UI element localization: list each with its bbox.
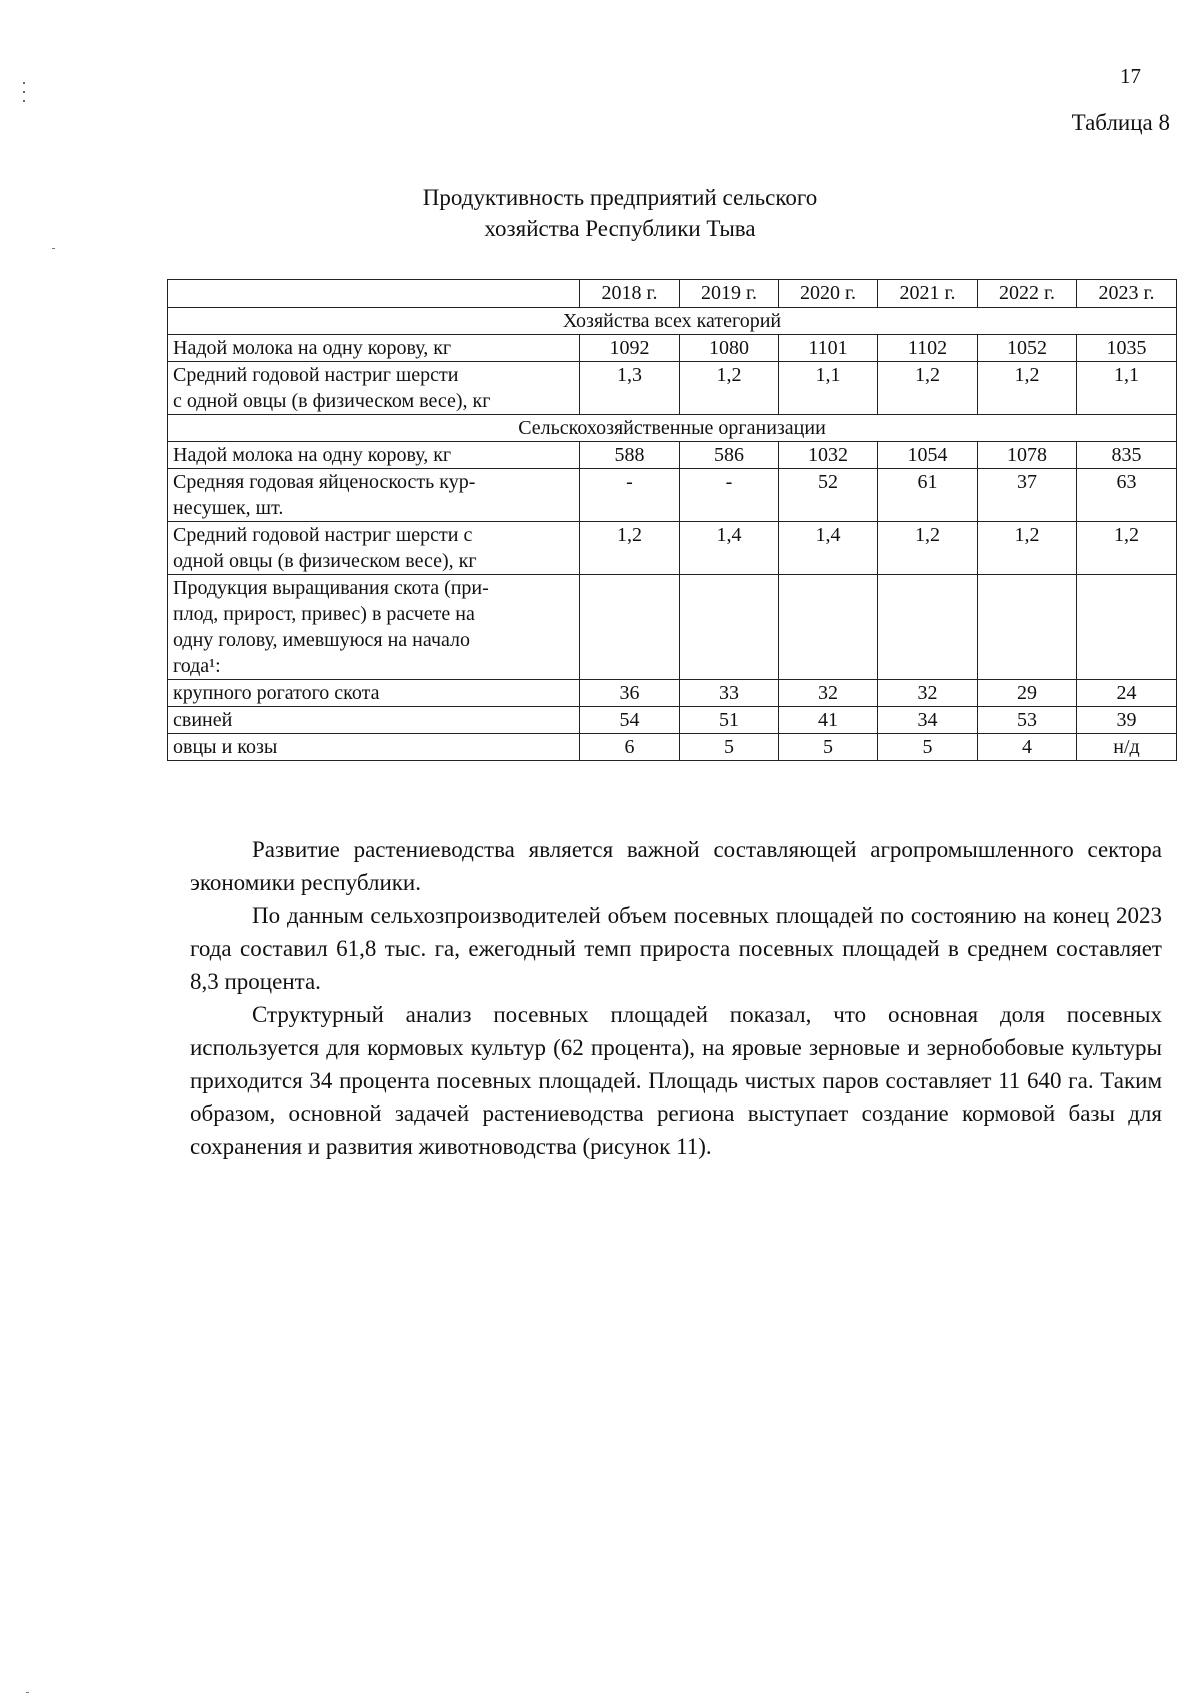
- value-cell: 1,2: [680, 362, 779, 415]
- value-cell: 5: [878, 734, 978, 761]
- value-cell: 1080: [680, 335, 779, 362]
- row-label-line: Средний годовой настриг шерсти с: [173, 524, 473, 546]
- year-header-cell: 2023 г.: [1077, 280, 1177, 308]
- table-row: [168, 680, 1177, 707]
- year-header-cell: 2019 г.: [680, 280, 779, 308]
- year-header-cell: 2020 г.: [779, 280, 878, 308]
- value-cell: 1,2: [1077, 522, 1177, 575]
- row-label-line: одной овцы (в физическом весе), кг: [173, 550, 477, 572]
- value-cell: 52: [779, 469, 878, 522]
- table-section-row: [168, 308, 1177, 335]
- table-row: [168, 469, 1177, 522]
- margin-scan-dot: [26, 1692, 29, 1693]
- value-cell: 1032: [779, 442, 878, 469]
- row-label-line: с одной овцы (в физическом весе), кг: [173, 390, 491, 412]
- header-blank-cell: [168, 280, 580, 308]
- value-cell: 1,2: [978, 362, 1077, 415]
- paragraph: По данным сельхозпроизводителей объем посевных площадей по состоянию на конец 2023 года составил 61,8 тыс. га, ежегодный темп прироста посевных площадей в среднем составляет 8,3 процента.: [190, 903, 1162, 994]
- productivity-table: [167, 279, 1177, 761]
- value-cell: 1,4: [779, 522, 878, 575]
- value-cell: 4: [978, 734, 1077, 761]
- row-label-line: Надой молока на одну корову, кг: [173, 444, 452, 466]
- paragraph: Структурный анализ посевных площадей показал, что основная доля посевных используется для кормовых культур (62 процента), на яровые зерновые и зернобобовые культуры приходится 34 процента посевных площадей. Площадь чистых паров составляет 11 640 га. Таким образом, основной задачей растениеводства региона выступает создание кормовой базы для сохранения и развития животноводства (рисунок 11).: [190, 1002, 1162, 1159]
- value-cell: 1052: [978, 335, 1077, 362]
- value-cell: 6: [580, 734, 680, 761]
- value-cell: 1078: [978, 442, 1077, 469]
- value-cell: 586: [680, 442, 779, 469]
- value-cell: [680, 575, 779, 680]
- row-label-line: Средняя годовая яйценоскость кур-: [173, 471, 476, 493]
- year-header-cell: 2021 г.: [878, 280, 978, 308]
- table-row: [168, 442, 1177, 469]
- value-cell: [779, 575, 878, 680]
- value-cell: 1,2: [878, 362, 978, 415]
- row-label-line: крупного рогатого скота: [173, 682, 380, 704]
- value-cell: 36: [580, 680, 680, 707]
- margin-scan-dot: [52, 248, 55, 249]
- value-cell: 1092: [580, 335, 680, 362]
- section-heading-cell: Хозяйства всех категорий: [168, 308, 1177, 335]
- value-cell: 1,2: [878, 522, 978, 575]
- row-label-line: свиней: [173, 709, 233, 731]
- row-label-line: Средний годовой настриг шерсти: [173, 364, 459, 386]
- value-cell: -: [680, 469, 779, 522]
- table-title: [200, 182, 1040, 244]
- value-cell: 1,1: [1077, 362, 1177, 415]
- value-cell: 5: [779, 734, 878, 761]
- table-row: [168, 707, 1177, 734]
- section-heading-cell: Сельскохозяйственные организации: [168, 415, 1177, 442]
- value-cell: 51: [680, 707, 779, 734]
- value-cell: 1035: [1077, 335, 1177, 362]
- row-label-cell: [168, 362, 580, 415]
- value-cell: [1077, 575, 1177, 680]
- value-cell: 33: [680, 680, 779, 707]
- row-label-line: Надой молока на одну корову, кг: [173, 337, 452, 359]
- value-cell: 1,2: [580, 522, 680, 575]
- body-text: [190, 833, 1162, 1163]
- table-title-line: Продуктивность предприятий сельского: [422, 185, 818, 210]
- row-label-cell: [168, 680, 580, 707]
- row-label-line: овцы и козы: [173, 736, 278, 758]
- row-label-cell: [168, 734, 580, 761]
- table-section-row: [168, 415, 1177, 442]
- table-header-row: [168, 280, 1177, 308]
- value-cell: 29: [978, 680, 1077, 707]
- value-cell: 32: [878, 680, 978, 707]
- value-cell: н/д: [1077, 734, 1177, 761]
- row-label-cell: [168, 442, 580, 469]
- value-cell: 53: [978, 707, 1077, 734]
- row-label-cell: [168, 707, 580, 734]
- row-label-line: Продукция выращивания скота (при-: [173, 577, 489, 599]
- value-cell: 1054: [878, 442, 978, 469]
- table-row: [168, 335, 1177, 362]
- value-cell: 54: [580, 707, 680, 734]
- paragraph: Развитие растениеводства является важной составляющей агропромышленного сектора экономики республики.: [190, 837, 1162, 895]
- value-cell: 37: [978, 469, 1077, 522]
- value-cell: -: [580, 469, 680, 522]
- table-row: [168, 734, 1177, 761]
- value-cell: 61: [878, 469, 978, 522]
- value-cell: 1,3: [580, 362, 680, 415]
- value-cell: 63: [1077, 469, 1177, 522]
- value-cell: 5: [680, 734, 779, 761]
- value-cell: 1101: [779, 335, 878, 362]
- table-row: [168, 362, 1177, 415]
- value-cell: 41: [779, 707, 878, 734]
- row-label-line: одну голову, имевшуюся на начало: [173, 629, 471, 651]
- row-label-line: плод, прирост, привес) в расчете на: [173, 603, 475, 625]
- row-label-line: несушек, шт.: [173, 497, 284, 519]
- margin-scan-marks: [23, 82, 27, 108]
- page-number: 17: [1120, 64, 1141, 88]
- row-label-cell: [168, 469, 580, 522]
- value-cell: 34: [878, 707, 978, 734]
- year-header-cell: 2018 г.: [580, 280, 680, 308]
- value-cell: [878, 575, 978, 680]
- row-label-cell: [168, 575, 580, 680]
- row-label-line: года¹:: [173, 655, 221, 677]
- year-header-cell: 2022 г.: [978, 280, 1077, 308]
- value-cell: 588: [580, 442, 680, 469]
- value-cell: 32: [779, 680, 878, 707]
- value-cell: 835: [1077, 442, 1177, 469]
- value-cell: 24: [1077, 680, 1177, 707]
- value-cell: 1,1: [779, 362, 878, 415]
- table-row: [168, 575, 1177, 680]
- table-label: Таблица 8: [1071, 110, 1170, 135]
- value-cell: [580, 575, 680, 680]
- value-cell: 1,4: [680, 522, 779, 575]
- value-cell: 39: [1077, 707, 1177, 734]
- row-label-cell: [168, 335, 580, 362]
- value-cell: 1102: [878, 335, 978, 362]
- row-label-cell: [168, 522, 580, 575]
- value-cell: [978, 575, 1077, 680]
- value-cell: 1,2: [978, 522, 1077, 575]
- table-title-line: хозяйства Республики Тыва: [484, 216, 756, 241]
- table-row: [168, 522, 1177, 575]
